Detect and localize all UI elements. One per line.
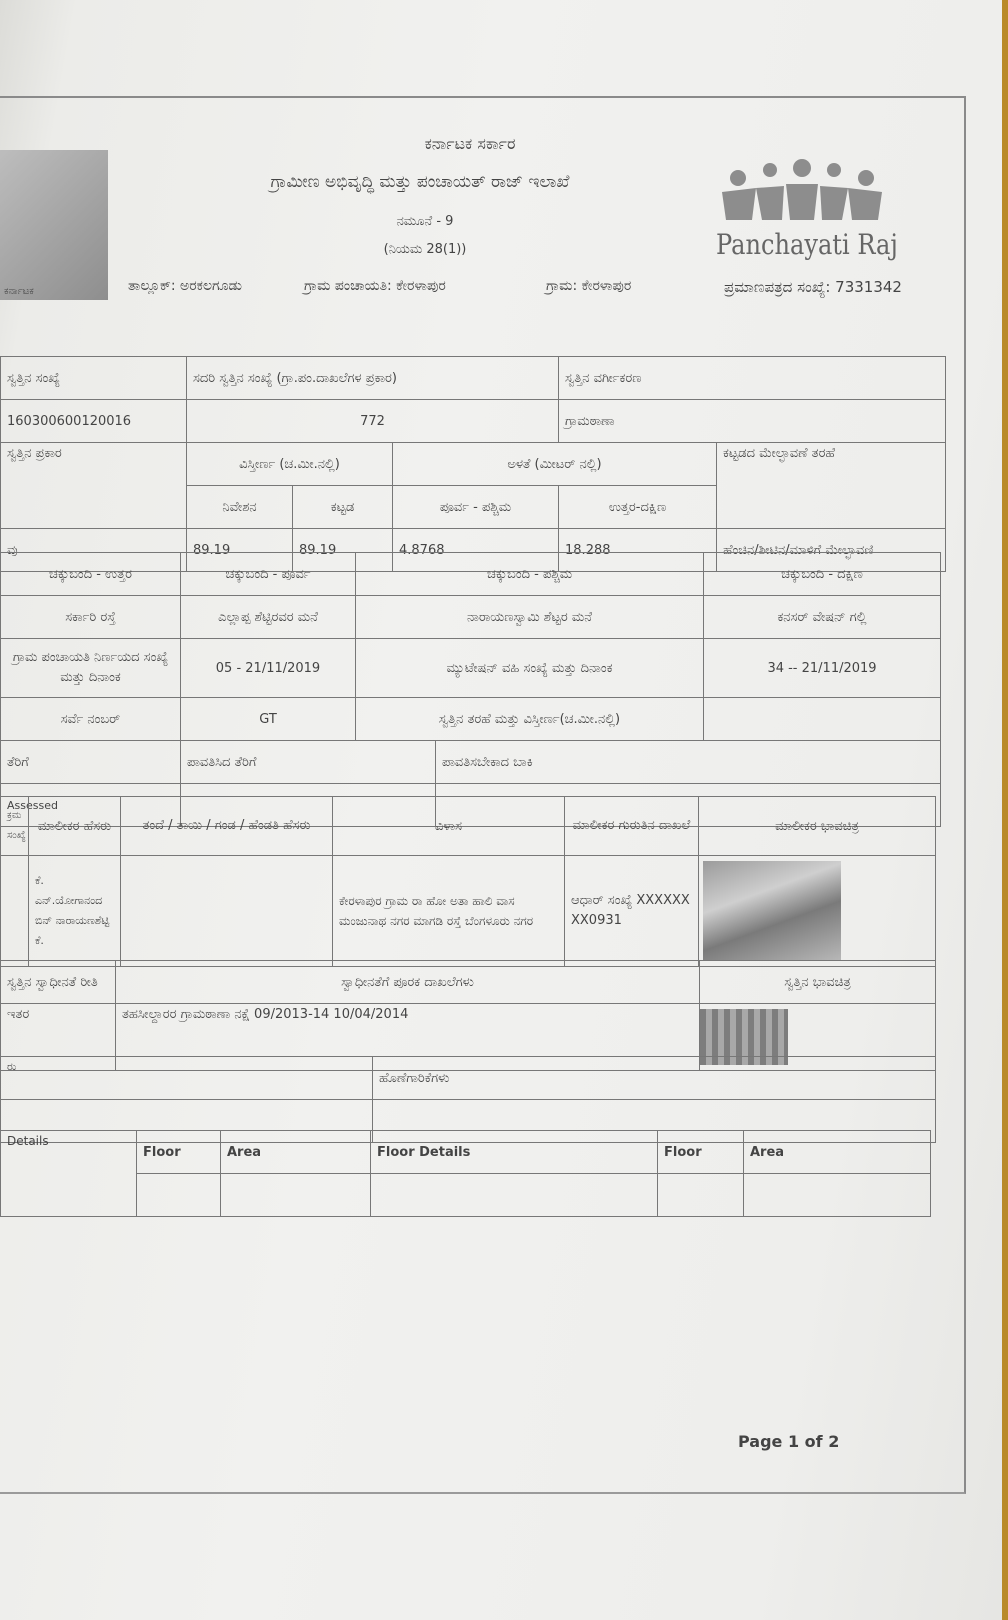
details-label: Details: [1, 1131, 137, 1217]
table-row: [1, 357, 946, 400]
site-area-value: 89.19: [187, 529, 293, 572]
logo-text: Panchayati Raj: [716, 228, 898, 261]
floor-value-right: [658, 1174, 744, 1217]
property-type-area-value: [704, 698, 941, 741]
liabilities-label: ಹೊಣೆಗಾರಿಕೆಗಳು: [373, 1057, 936, 1100]
classification-label: ಸ್ವತ್ತಿನ ವರ್ಗೀಕರಣ: [559, 357, 946, 400]
building-label: ಕಟ್ಟಡ: [293, 486, 393, 529]
table-row: [1, 856, 936, 967]
liabilities-left-label: ರು: [1, 1057, 373, 1100]
boundaries-table: [0, 552, 941, 827]
acquisition-docs-label: ಸ್ವಾಧೀನತೆಗೆ ಪೂರಕ ದಾಖಲೆಗಳು: [116, 961, 700, 1004]
area-value-right: [744, 1174, 931, 1217]
table-row: [1, 698, 941, 741]
emblem-caption: ಕರ್ನಾಟಕ: [4, 286, 34, 297]
roof-type-value: ಹೆಂಚಿನ/ಶೀಟಿನ/ಮಾಳಿಗೆ ಮೇಲ್ಛಾವಣಿ: [717, 529, 946, 572]
panchayat-label: ಗ್ರಾಮ ಪಂಚಾಯತಿ: ಕೇರಳಾಪುರ: [304, 278, 446, 294]
property-id-label: ಸ್ವತ್ತಿನ ಸಂಖ್ಯೆ: [1, 357, 187, 400]
table-row: [1, 443, 946, 486]
floor-details-value: [371, 1174, 658, 1217]
govt-title: ಕರ್ನಾಟಕ ಸರ್ಕಾರ: [424, 134, 516, 153]
survey-number-value: GT: [181, 698, 356, 741]
owner-photo-header: ಮಾಲೀಕರ ಭಾವಚಿತ್ರ: [699, 797, 936, 856]
property-number-label: ಸದರಿ ಸ್ವತ್ತಿನ ಸಂಖ್ಯೆ (ಗ್ರಾ.ಪಂ.ದಾಖಲೆಗಳ ಪ್ರಕಾರ): [187, 357, 559, 400]
property-type-label: ಸ್ವತ್ತಿನ ಪ್ರಕಾರ: [1, 443, 187, 529]
owner-id-header: ಮಾಲೀಕರ ಗುರುತಿನ ದಾಖಲೆ: [565, 797, 699, 856]
area-header-left: Area: [221, 1131, 371, 1174]
resolution-label: ಗ್ರಾಮ ಪಂಚಾಯತಿ ನಿರ್ಣಯದ ಸಂಖ್ಯೆ ಮತ್ತು ದಿನಾಂಕ: [1, 639, 181, 698]
property-table: [0, 356, 946, 572]
owner-name-value: ಕೆ. ಎನ್.ಯೋಗಾನಂದ ಬಿನ್ ನಾರಾಯಣಶೆಟ್ಟಿ ಕೆ.: [29, 856, 121, 967]
owner-serial-value: [1, 856, 29, 967]
village-label: ಗ್ರಾಮ: ಕೇರಳಾಪುರ: [546, 278, 632, 294]
floor-header-left: Floor: [137, 1131, 221, 1174]
classification-value: ಗ್ರಾಮಠಾಣಾ: [559, 400, 946, 443]
table-row: [1, 961, 936, 1004]
mutation-value: 34 -- 21/11/2019: [704, 639, 941, 698]
north-south-value: 18.288: [559, 529, 717, 572]
owner-address-value: ಕೇರಳಾಪುರ ಗ್ರಾಮ ರಾ ಹೋ ಅತಾ ಹಾಲಿ ವಾಸ ಮಂಜುನಾಥ ನಗರ ಮಾಗಡಿ ರಸ್ತೆ ಬೆಂಗಳೂರು ನಗರ: [333, 856, 565, 967]
owner-table: [0, 796, 936, 967]
table-row: [1, 400, 946, 443]
table-row: [1, 1131, 931, 1174]
area-value-left: [221, 1174, 371, 1217]
property-photo-label: ಸ್ವತ್ತಿನ ಭಾವಚಿತ್ರ: [700, 961, 936, 1004]
east-west-value: 4.8768: [393, 529, 559, 572]
panchayati-raj-logo-icon: [712, 158, 892, 228]
table-row: [1, 741, 941, 784]
area-header-right: Area: [744, 1131, 931, 1174]
owner-photo: [703, 861, 841, 961]
west-boundary-label: ಚಕ್ಕುಬಂದಿ - ಪಶ್ಚಿಮ: [356, 553, 704, 596]
department-title: ಗ್ರಾಮೀಣ ಅಭಿವೃದ್ಧಿ ಮತ್ತು ಪಂಚಾಯತ್ ರಾಜ್ ಇಲಾಖೆ: [270, 172, 570, 192]
building-area-value: 89.19: [293, 529, 393, 572]
acquisition-docs-value: ತಹಸೀಲ್ದಾರರ ಗ್ರಾಮಠಾಣಾ ನಕ್ಷೆ 09/2013-14 10/04/2014: [116, 1004, 700, 1071]
south-boundary-value: ಕನಸರ್ ವೇಷನ್ ಗಲ್ಲಿ: [704, 596, 941, 639]
east-west-label: ಪೂರ್ವ - ಪಶ್ಚಿಮ: [393, 486, 559, 529]
floor-table: [0, 1130, 931, 1217]
karnataka-emblem-icon: [0, 150, 108, 300]
acquisition-mode-value: ಇತರ: [1, 1004, 116, 1071]
property-id-value: 160300600120016: [1, 400, 187, 443]
floor-value-left: [137, 1174, 221, 1217]
owner-relative-header: ತಂದೆ / ತಾಯಿ / ಗಂಡ / ಹೆಂಡತಿ ಹೆಸರು: [121, 797, 333, 856]
owner-name-header: ಮಾಲೀಕರ ಹೆಸರು: [29, 797, 121, 856]
north-boundary-value: ಸರ್ಕಾರಿ ರಸ್ತೆ: [1, 596, 181, 639]
floor-details-header: Floor Details: [371, 1131, 658, 1174]
roof-type-label: ಕಟ್ಟಡದ ಮೇಲ್ಛಾವಣೆ ತರಹೆ: [717, 443, 946, 529]
survey-number-label: ಸರ್ವೆ ನಂಬರ್: [1, 698, 181, 741]
tax-paid-label: ಪಾವತಿಸಿದ ತೆರಿಗೆ: [181, 741, 436, 784]
tax-status: Assessed: [1, 784, 181, 827]
floor-header-right: Floor: [658, 1131, 744, 1174]
resolution-value: 05 - 21/11/2019: [181, 639, 356, 698]
owner-address-header: ವಿಳಾಸ: [333, 797, 565, 856]
property-type-area-label: ಸ್ವತ್ತಿನ ತರಹೆ ಮತ್ತು ವಿಸ್ತೀರ್ಣ(ಚ.ಮೀ.ನಲ್ಲಿ): [356, 698, 704, 741]
owner-photo-cell: [699, 856, 936, 967]
form-number: ನಮೂನೆ - 9: [396, 214, 454, 229]
table-row: [1, 1174, 931, 1217]
east-boundary-label: ಚಕ್ಕುಬಂದಿ - ಪೂರ್ವ: [181, 553, 356, 596]
property-number-value: 772: [187, 400, 559, 443]
owner-id-value: ಆಧಾರ್ ಸಂಖ್ಯೆ XXXXXXXX0931: [565, 856, 699, 967]
certificate-number: ಪ್ರಮಾಣಪತ್ರದ ಸಂಖ್ಯೆ: 7331342: [724, 278, 902, 296]
east-boundary-value: ಎಲ್ಲಾಪ್ಪ ಶೆಟ್ಟಿರವರ ಮನೆ: [181, 596, 356, 639]
acquisition-mode-label: ಸ್ವತ್ತಿನ ಸ್ವಾಧೀನತೆ ರೀತಿ: [1, 961, 116, 1004]
south-boundary-label: ಚಕ್ಕುಬಂದಿ - ದಕ್ಷಿಣ: [704, 553, 941, 596]
table-row: [1, 553, 941, 596]
table-row: [1, 797, 936, 856]
tax-due-label: ಪಾವತಿಸಬೇಕಾದ ಬಾಕಿ: [436, 741, 941, 784]
north-boundary-label: ಚಕ್ಕುಬಂದಿ - ಉತ್ತರ: [1, 553, 181, 596]
north-south-label: ಉತ್ತರ-ದಕ್ಷಿಣ: [559, 486, 717, 529]
area-label: ವಿಸ್ತೀರ್ಣ (ಚ.ಮೀ.ನಲ್ಲಿ): [187, 443, 393, 486]
dimensions-label: ಅಳತೆ (ಮೀಟರ್ ನಲ್ಲಿ): [393, 443, 717, 486]
tax-label: ತೆರಿಗೆ: [1, 741, 181, 784]
west-boundary-value: ನಾರಾಯಣಸ್ವಾಮಿ ಶೆಟ್ಟರ ಮನೆ: [356, 596, 704, 639]
page-number: Page 1 of 2: [738, 1432, 840, 1451]
acquisition-table: [0, 960, 936, 1071]
rule-number: (ನಿಯಮ 28(1)): [383, 242, 467, 257]
table-row: [1, 596, 941, 639]
taluk-label: ತಾಲ್ಲೂಕ್: ಅರಕಲಗೂಡು: [128, 278, 242, 294]
mutation-label: ಮ್ಯುಟೇಷನ್ ವಹಿ ಸಂಖ್ಯೆ ಮತ್ತು ದಿನಾಂಕ: [356, 639, 704, 698]
owner-serial-header: ಕ್ರಮ ಸಂಖ್ಯೆ: [1, 797, 29, 856]
table-row: [1, 1057, 936, 1100]
site-label: ನಿವೇಶನ: [187, 486, 293, 529]
table-row: [1, 639, 941, 698]
property-row-label: ವು: [1, 529, 187, 572]
owner-relative-value: [121, 856, 333, 967]
